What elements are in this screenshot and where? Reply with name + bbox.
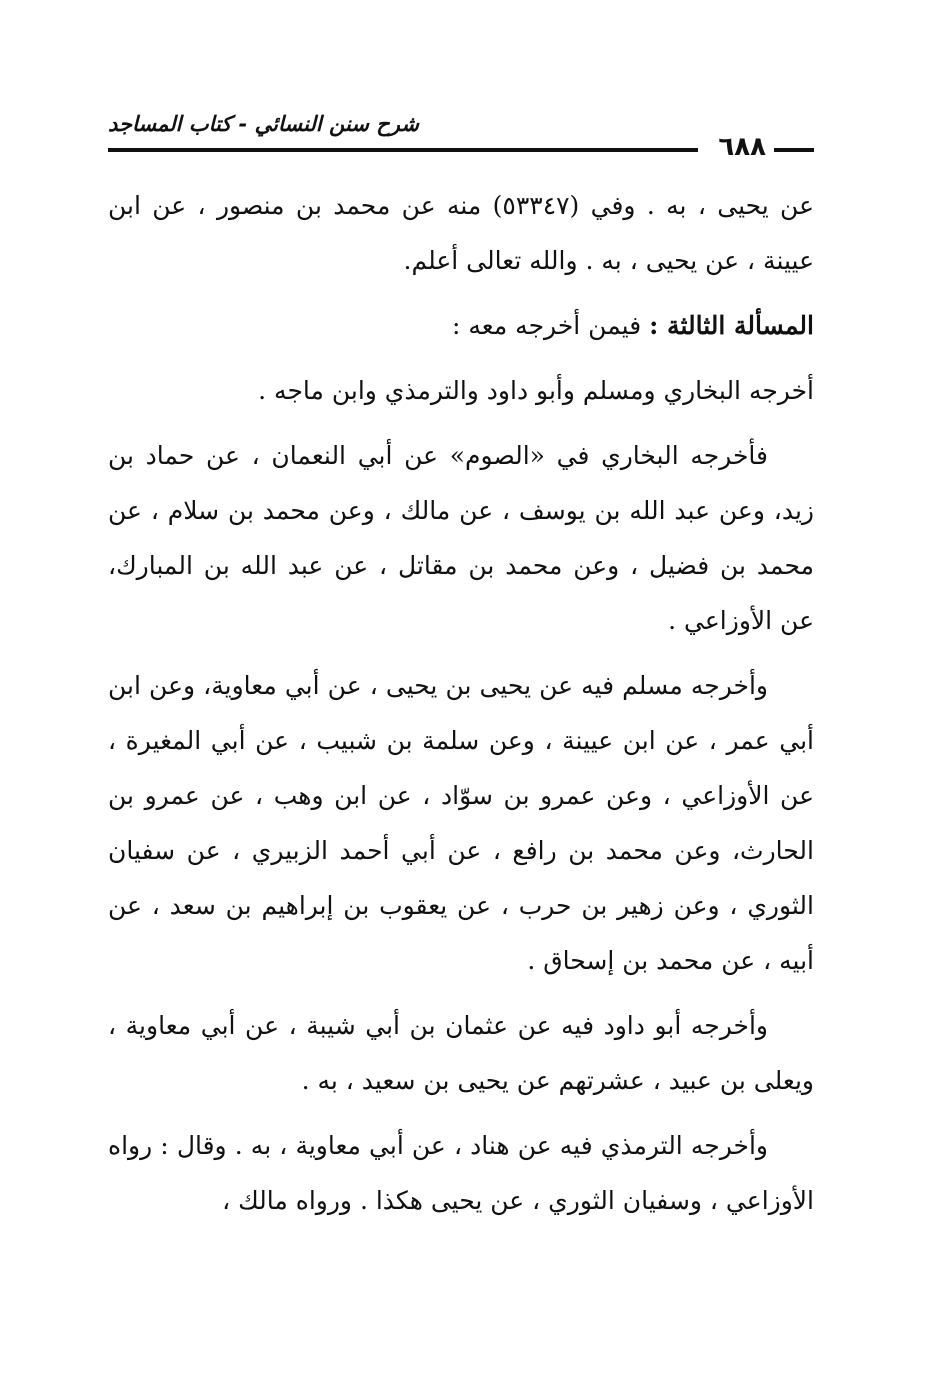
paragraph-3: أخرجه البخاري ومسلم وأبو داود والترمذي وابن ماجه . [258, 376, 814, 405]
paragraph-heading [108, 298, 814, 353]
paragraph-4: فأخرجه البخاري في «الصوم» عن أبي النعمان ، عن حماد بن زيد، وعن عبد الله بن يوسف ، عن مالك ، وعن محمد بن سلام ، عن محمد بن فضيل ، وعن محمد بن مقاتل ، عن عبد الله بن المبارك، عن الأوزاعي . [108, 441, 814, 635]
running-title: شرح سنن النسائي - كتاب المساجد [108, 112, 419, 136]
header-rule-short [774, 148, 814, 152]
paragraph-1: عن يحيى ، به . وفي (٥٣٣٤٧) منه عن محمد بن منصور ، عن ابن عيينة ، عن يحيى ، به . والله تعالى أعلم. [108, 191, 814, 275]
section-heading-text: فيمن أخرجه معه : [452, 311, 650, 340]
paragraph-5: وأخرجه مسلم فيه عن يحيى بن يحيى ، عن أبي معاوية، وعن ابن أبي عمر ، عن ابن عيينة ، وعن سلمة بن شبيب ، عن أبي المغيرة ، عن الأوزاعي ، وعن عمرو بن سوّاد ، عن ابن وهب ، عن عمرو بن الحارث، وعن محمد بن رافع ، عن أبي أحمد الزبيري ، عن سفيان الثوري ، وعن زهير بن حرب ، عن يعقوب بن إبراهيم بن سعد ، عن أبيه ، عن محمد بن إسحاق . [108, 671, 814, 975]
section-heading-label: المسألة الثالثة : [649, 311, 814, 340]
paragraph-7: وأخرجه الترمذي فيه عن هناد ، عن أبي معاوية ، به . وقال : رواه الأوزاعي ، وسفيان الثوري ، عن يحيى هكذا . ورواه مالك ، [108, 1131, 814, 1215]
page-header [108, 108, 814, 168]
body-text [108, 178, 814, 1228]
page-number: ٦٨٨ [718, 132, 766, 162]
header-rule [108, 148, 698, 152]
paragraph-6: وأخرجه أبو داود فيه عن عثمان بن أبي شيبة ، عن أبي معاوية ، ويعلى بن عبيد ، عشرتهم عن يحيى بن سعيد ، به . [108, 1011, 814, 1095]
